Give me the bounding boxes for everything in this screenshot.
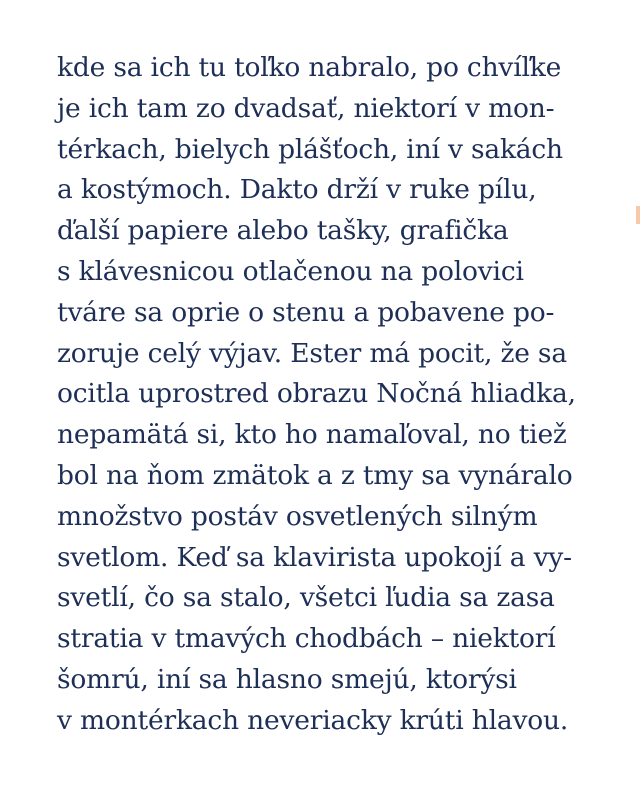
- text-line-6: s klávesnicou otlačenou na polovici: [57, 255, 524, 287]
- text-line-10: nepamätá si, kto ho namaľoval, no tiež: [57, 419, 567, 451]
- text-line-5: ďalší papiere alebo tašky, grafička: [57, 215, 509, 247]
- text-line-1: kde sa ich tu toľko nabralo, po chvíľke: [57, 52, 562, 83]
- text-line-8: zoruje celý výjav. Ester má pocit, že sa: [57, 337, 567, 369]
- text-line-13: svetlom. Keď sa klavirista upokojí a vy-: [57, 541, 572, 573]
- text-line-12: množstvo postáv osvetlených silným: [57, 500, 538, 532]
- text-line-7: tváre sa oprie o stenu a pobavene po-: [57, 296, 555, 328]
- text-line-2: je ich tam zo dvadsať, niektorí v mon-: [57, 92, 555, 124]
- text-line-4: a kostýmoch. Dakto drží v ruke pílu,: [57, 174, 537, 206]
- text-line-15: stratia v tmavých chodbách – niektorí: [57, 623, 556, 655]
- text-line-14: svetlí, čo sa stalo, všetci ľudia sa zasa: [57, 582, 555, 614]
- text-line-17: v montérkach neveriacky krúti hlavou.: [57, 704, 569, 736]
- text-line-9: ocitla uprostred obrazu Nočná hliadka,: [57, 378, 576, 410]
- body-text: [57, 48, 617, 742]
- text-line-3: térkach, bielych plášťoch, iní v sakách: [57, 133, 563, 165]
- text-line-11: bol na ňom zmätok a z tmy sa vynáralo: [57, 459, 573, 491]
- page-edge-mark: [636, 206, 640, 224]
- text-line-16: šomrú, iní sa hlasno smejú, ktorýsi: [57, 663, 517, 695]
